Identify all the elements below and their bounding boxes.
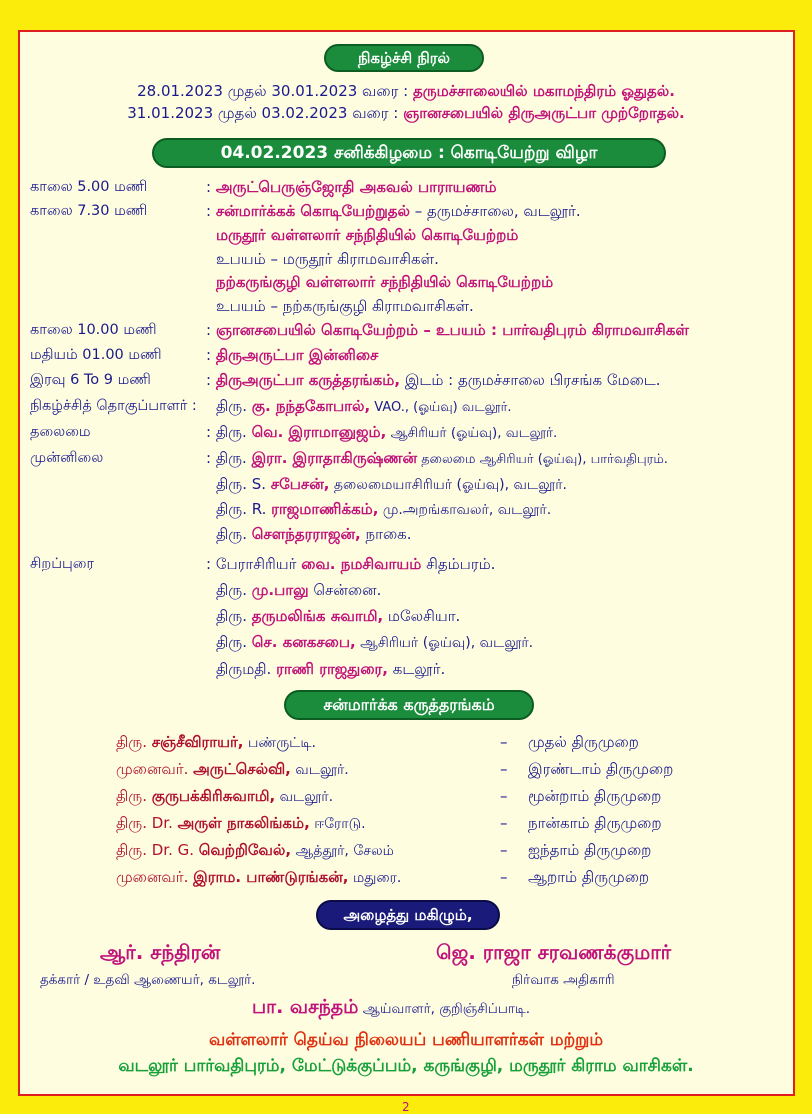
schedule-item-3 <box>216 226 518 246</box>
r14-pre: திரு. R. <box>216 500 272 518</box>
schedule-item-13 <box>216 475 567 495</box>
inviter-1-name: ஆர். சந்திரன் <box>100 940 221 964</box>
pre-event-2-dates: 31.01.2023 முதல் 03.02.2023 வரை : <box>127 104 399 122</box>
r15-rest: நாகை. <box>360 525 412 543</box>
schedule-item-20 <box>216 660 445 680</box>
r11-bold: வெ. இராமானுஜம், <box>251 423 387 441</box>
seminar-topic: நான்காம் திருமுறை <box>528 814 662 832</box>
schedule-item-19 <box>216 633 533 653</box>
inviter-3-role: ஆய்வாளர், குறிஞ்சிப்பாடி. <box>358 1001 530 1017</box>
seminar-topic: ஐந்தாம் திருமுறை <box>528 841 652 859</box>
r14-bold: ராஜமாணிக்கம், <box>271 500 379 518</box>
r13-bold: சபேசன், <box>270 475 330 493</box>
schedule-item-5 <box>216 273 553 293</box>
r10-rest: VAO., (ஓய்வு) வடலூர். <box>370 400 512 415</box>
schedule-label-12: முன்னிலை <box>30 450 104 466</box>
r12-bold: இரா. இராதாகிருஷ்ணன் <box>251 449 418 467</box>
r16-rest: சிதம்பரம். <box>421 555 496 573</box>
schedule-item-5-bold: நற்கருங்குழி வள்ளலார் சந்நிதியில் கொடியேற்றம் <box>216 273 554 291</box>
seminar-title: சன்மார்க்க கருத்தரங்கம் <box>323 695 495 714</box>
speaker-name: இராம. பாண்டுரங்கன், <box>193 868 349 886</box>
schedule-label-10: நிகழ்ச்சித் தொகுப்பாளர் : <box>30 398 197 414</box>
seminar-topic: முதல் திருமுறை <box>528 733 639 751</box>
invite-title-badge <box>316 900 500 930</box>
page-number: 2 <box>402 1100 410 1114</box>
r19-bold: செ. கனகசபை, <box>251 633 356 651</box>
schedule-item-14 <box>216 500 551 520</box>
r12-rest: தலைமை ஆசிரியர் (ஓய்வு), பார்வதிபுரம். <box>417 452 668 467</box>
schedule-item-7-bold: ஞானசபையில் கொடியேற்றம் – உபயம் : பார்வதிபுரம் கிராமவாசிகள் <box>215 321 689 339</box>
r13-pre: திரு. S. <box>216 475 271 493</box>
speaker-title: திரு. Dr. G. <box>116 841 199 859</box>
r20-bold: ராணி ராஜதுரை, <box>276 660 388 678</box>
seminar-dash: – <box>500 868 508 886</box>
speaker-place: ஆத்தூர், சேலம் <box>291 843 394 859</box>
speaker-name: அருள் நாகலிங்கம், <box>177 814 310 832</box>
schedule-item-8-bold: திருஅருட்பா இன்னிசை <box>215 346 379 364</box>
speaker-title: திரு. Dr. <box>116 814 178 832</box>
speaker-title: திரு. <box>116 733 152 751</box>
r16-bold: வை. நமசிவாயம் <box>301 555 422 573</box>
speaker-name: வெற்றிவேல், <box>198 841 292 859</box>
r19-rest: ஆசிரியர் (ஓய்வு), வடலூர். <box>355 635 534 651</box>
speaker-title: திரு. <box>116 787 152 805</box>
schedule-item-1-text: அருட்பெருஞ்ஜோதி அகவல் பாராயணம் <box>215 178 497 196</box>
r17-bold: மு.பாலு <box>251 581 309 599</box>
schedule-item-1: : அருட்பெருஞ்ஜோதி அகவல் பாராயணம் <box>206 178 497 196</box>
seminar-dash: – <box>500 760 508 778</box>
schedule-item-2-bold: சன்மார்க்கக் கொடியேற்றுதல் <box>215 202 410 220</box>
speaker-place: வடலூர். <box>290 762 349 778</box>
r15-pre: திரு. <box>216 525 252 543</box>
schedule-item-11: : திரு. வெ. இராமானுஜம், ஆசிரியர் (ஓய்வு), வடலூர். <box>206 423 558 441</box>
r18-pre: திரு. <box>216 607 252 625</box>
r10-pre: திரு. <box>216 397 252 415</box>
schedule-label-9: இரவு 6 To 9 மணி <box>30 372 151 388</box>
schedule-item-8: : திருஅருட்பா இன்னிசை <box>206 346 379 364</box>
schedule-item-9-bold: திருஅருட்பா கருத்தரங்கம், <box>215 371 401 389</box>
schedule-item-10 <box>216 397 512 417</box>
seminar-speaker <box>116 868 401 888</box>
schedule-item-3-bold: மருதூர் வள்ளலார் சந்நிதியில் கொடியேற்றம் <box>216 226 519 244</box>
schedule-item-7: : ஞானசபையில் கொடியேற்றம் – உபயம் : பார்வதிபுரம் கிராமவாசிகள் <box>206 321 689 339</box>
r20-pre: திருமதி. <box>216 660 277 678</box>
seminar-dash: – <box>500 841 508 859</box>
day-title: 04.02.2023 சனிக்கிழமை : கொடியேற்று விழா <box>220 143 598 163</box>
schedule-label-11: தலைமை <box>30 424 91 440</box>
inviter-2-name: ஜெ. ராஜா சரவணக்குமார் <box>436 940 672 964</box>
schedule-item-9-rest: இடம் : தருமச்சாலை பிரசங்க மேடை. <box>400 371 661 389</box>
r15-bold: சௌந்தரராஜன், <box>251 525 361 543</box>
r17-pre: திரு. <box>216 581 252 599</box>
schedule-item-16: : பேராசிரியர் வை. நமசிவாயம் சிதம்பரம். <box>206 555 496 573</box>
r14-rest: மு.அறங்காவலர், வடலூர். <box>378 502 552 518</box>
schedule-label-7: காலை 10.00 மணி <box>30 322 157 338</box>
schedule-item-18 <box>216 607 460 627</box>
r17-rest: சென்னை. <box>308 581 382 599</box>
seminar-topic: இரண்டாம் திருமுறை <box>528 760 674 778</box>
r19-pre: திரு. <box>216 633 252 651</box>
speaker-name: அருட்செல்வி, <box>193 760 291 778</box>
schedule-item-6: உபயம் – நற்கருங்குழி கிராமவாசிகள். <box>216 297 474 315</box>
schedule-item-4: உபயம் – மருதூர் கிராமவாசிகள். <box>216 250 439 268</box>
inviter-3-name: பா. வசந்தம் <box>252 996 359 1018</box>
seminar-topic: மூன்றாம் திருமுறை <box>528 787 662 805</box>
pre-event-1-text: தருமச்சாலையில் மகாமந்திரம் ஓதுதல். <box>412 82 675 100</box>
r11-rest: ஆசிரியர் (ஓய்வு), வடலூர். <box>386 425 558 441</box>
schedule-label-16: சிறப்புரை <box>30 556 95 572</box>
seminar-speaker <box>116 787 333 807</box>
schedule-label-8: மதியம் 01.00 மணி <box>30 347 162 363</box>
r12-pre: திரு. <box>215 449 252 467</box>
schedule-item-2: : சன்மார்க்கக் கொடியேற்றுதல் – தருமச்சாலை, வடலூர். <box>206 202 581 220</box>
inviter-2-role: நிர்வாக அதிகாரி <box>512 972 615 988</box>
schedule-label-1: காலை 5.00 மணி <box>30 179 148 195</box>
footer-line-1: வள்ளலார் தெய்வ நிலையப் பணியாளர்கள் மற்றும் <box>208 1030 604 1050</box>
seminar-speaker <box>116 760 349 780</box>
speaker-title: முனைவர். <box>116 760 194 778</box>
pre-event-1-dates: 28.01.2023 முதல் 30.01.2023 வரை : <box>137 82 409 100</box>
pre-event-line-2 <box>0 104 812 124</box>
schedule-label-2: காலை 7.30 மணி <box>30 203 148 219</box>
program-title: நிகழ்ச்சி நிரல் <box>358 49 450 67</box>
speaker-place: மதுரை. <box>348 870 402 886</box>
seminar-title-badge <box>284 690 534 720</box>
seminar-dash: – <box>500 733 508 751</box>
seminar-dash: – <box>500 787 508 805</box>
speaker-name: சஞ்சீவிராயர், <box>151 733 244 751</box>
speaker-place: பண்ருட்டி. <box>243 735 316 751</box>
invite-title: அழைத்து மகிழும், <box>343 906 473 924</box>
seminar-dash: – <box>500 814 508 832</box>
schedule-item-9: : திருஅருட்பா கருத்தரங்கம், இடம் : தருமச்சாலை பிரசங்க மேடை. <box>206 371 661 389</box>
footer-line-2: வடலூர் பார்வதிபுரம், மேட்டுக்குப்பம், கருங்குழி, மருதூர் கிராம வாசிகள். <box>118 1056 694 1076</box>
r16-pre: பேராசிரியர் <box>215 555 302 573</box>
day-title-badge <box>152 138 666 168</box>
inviter-1-role: தக்கார் / உதவி ஆணையர், கடலூர். <box>40 972 256 988</box>
speaker-place: ஈரோடு. <box>309 816 366 832</box>
seminar-speaker <box>116 733 316 753</box>
r18-bold: தருமலிங்க சுவாமி, <box>251 607 384 625</box>
inviter-3 <box>252 996 530 1021</box>
speaker-name: குருபக்கிரிசுவாமி, <box>151 787 276 805</box>
schedule-item-2-rest: – தருமச்சாலை, வடலூர். <box>409 202 581 220</box>
pre-event-line-1 <box>0 82 812 102</box>
seminar-topic: ஆறாம் திருமுறை <box>528 868 650 886</box>
schedule-item-17 <box>216 581 381 601</box>
r10-bold: கு. நந்தகோபால், <box>251 397 371 415</box>
r11-pre: திரு. <box>215 423 252 441</box>
r13-rest: தலைமையாசிரியர் (ஓய்வு), வடலூர். <box>329 477 567 493</box>
schedule-item-12: : திரு. இரா. இராதாகிருஷ்ணன் தலைமை ஆசிரியர் (ஓய்வு), பார்வதிபுரம். <box>206 449 668 467</box>
r20-rest: கடலூர். <box>387 660 446 678</box>
seminar-speaker <box>116 814 366 834</box>
speaker-place: வடலூர். <box>275 789 334 805</box>
pre-event-2-text: ஞானசபையில் திருஅருட்பா முற்றோதல். <box>403 104 685 122</box>
speaker-title: முனைவர். <box>116 868 194 886</box>
schedule-item-15 <box>216 525 412 545</box>
seminar-speaker <box>116 841 394 861</box>
r18-rest: மலேசியா. <box>383 607 461 625</box>
program-title-badge <box>324 44 484 72</box>
